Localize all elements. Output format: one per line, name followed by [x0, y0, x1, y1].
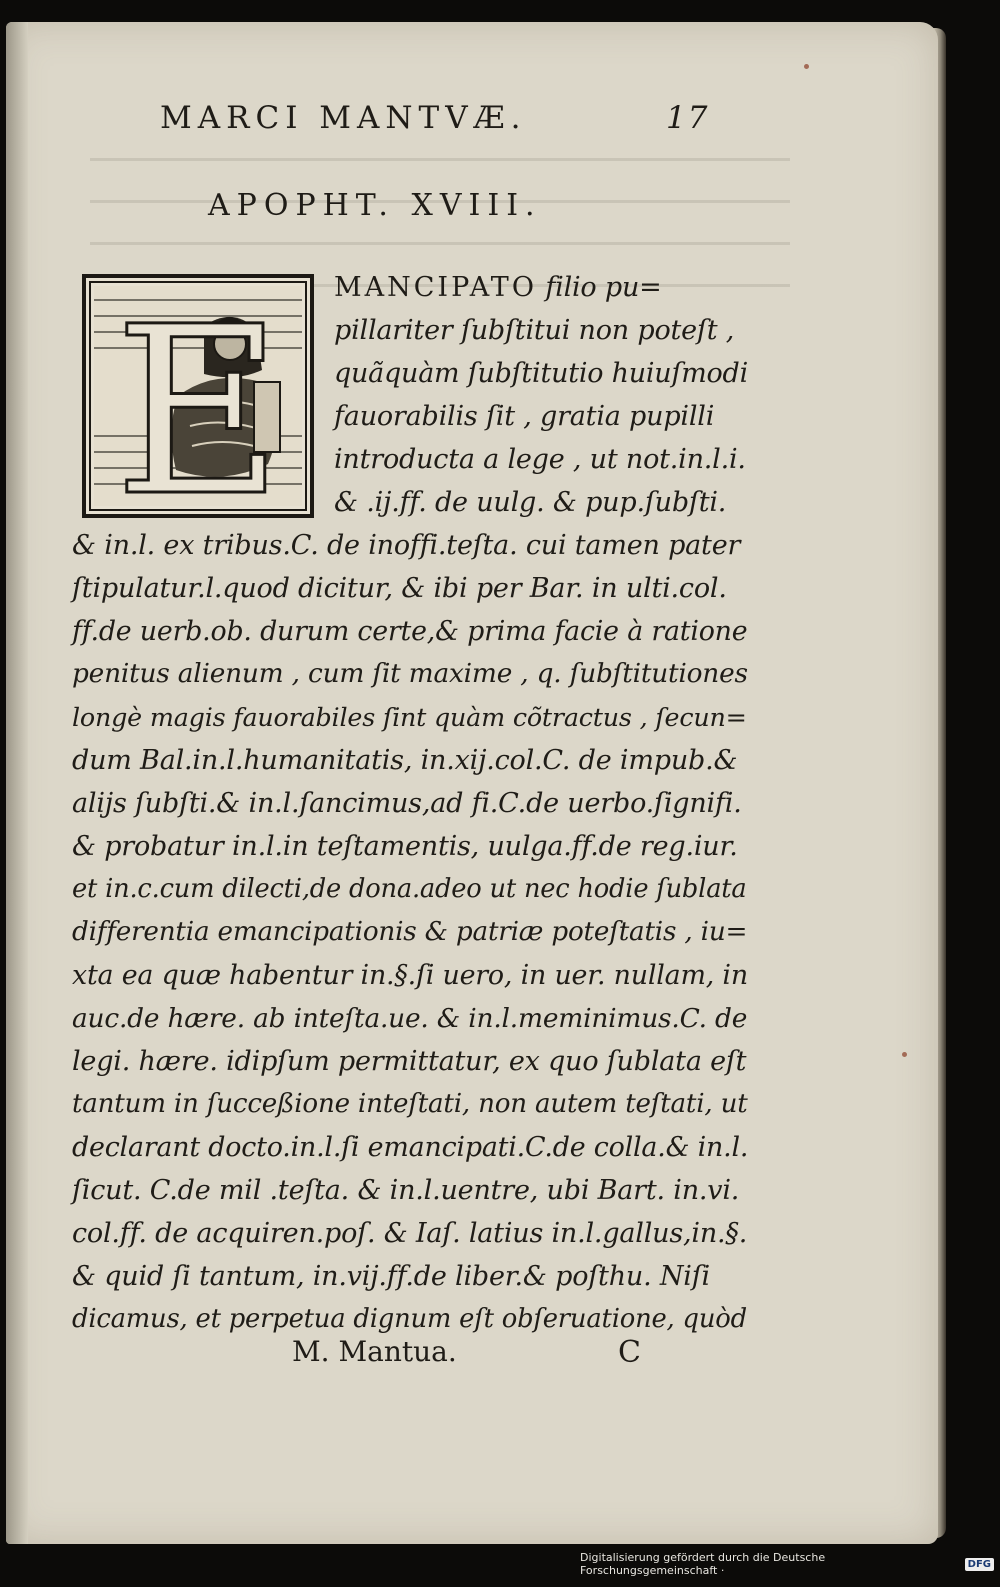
- footer-credit-text: Digitalisierung gefördert durch die Deutsche Forschungsgemeinschaft ·: [580, 1551, 826, 1577]
- text-line: fauorabilis ſit , gratia pupilli: [334, 401, 715, 432]
- text-line: alijs ſubſti.& in.l.ſancimus,ad fi.C.de uerbo.ſignifi.: [72, 788, 742, 819]
- digitization-footer: [580, 1550, 994, 1578]
- text-line: & probatur in.l.in teſtamentis, uulga.ff.de reg.iur.: [72, 831, 738, 862]
- text-line: pillariter ſubſtitui non poteſt ,: [334, 315, 735, 346]
- text-line: dicamus, et perpetua dignum eſt obſeruatione, quòd: [72, 1304, 747, 1334]
- decorated-initial: [82, 274, 314, 518]
- text-line: dum Bal.in.l.humanitatis, in.xij.col.C. de impub.&: [72, 745, 738, 776]
- text-line: ff.de uerb.ob. durum certe,& prima facie à ratione: [72, 616, 748, 647]
- text-line: et in.c.cum dilecti,de dona.adeo ut nec hodie ſublata: [72, 874, 747, 904]
- text-line: differentia emancipationis & patriæ poteſtatis , iu=: [72, 917, 748, 947]
- text-line: col.ff. de acquiren.poſ. & Iaſ. latius in.l.gallus,in.§.: [72, 1218, 748, 1249]
- running-head-title: MARCI MANTVÆ.: [160, 100, 527, 136]
- page-number: 17: [666, 100, 710, 136]
- text-line: & quid ſi tantum, in.vij.ff.de liber.& poſthu. Niſi: [72, 1261, 710, 1292]
- catchword: M. Mantua.: [292, 1335, 457, 1368]
- text-line: longè magis fauorabiles ſint quàm cõtractus , ſecun=: [72, 702, 747, 732]
- text-line: introducta a lege , ut not.in.l.i.: [334, 444, 746, 475]
- svg-text:E: E: [114, 286, 284, 506]
- woodcut-illustration: [94, 286, 302, 506]
- text-line: & in.l. ex tribus.C. de inoffi.teſta. cui tamen pater: [72, 530, 741, 561]
- text-line: legi. hære. idipſum permittatur, ex quo ſublata eſt: [72, 1046, 747, 1077]
- paper-speck: [804, 64, 809, 69]
- text-line: ſtipulatur.l.quod dicitur, & ibi per Bar. in ulti.col.: [72, 573, 727, 604]
- section-heading: APOPHT. XVIII.: [208, 188, 542, 223]
- text-line: tantum in ſucceßione inteſtati, non autem teſtati, ut: [72, 1089, 748, 1119]
- first-line-rest: filio pu=: [536, 272, 662, 303]
- text-line: xta ea quæ habentur in.§.ſi uero, in uer. nullam, in: [72, 960, 748, 991]
- signature-mark: C: [618, 1335, 641, 1370]
- text-line: & .ij.ff. de uulg. & pup.ſubſti.: [334, 487, 727, 518]
- page-gutter: [6, 22, 28, 1544]
- text-line: auc.de hære. ab inteſta.ue. & in.l.meminimus.C. de: [72, 1003, 748, 1034]
- text-line: quãquàm ſubſtitutio huiuſmodi: [334, 358, 748, 389]
- book-page: [6, 22, 938, 1544]
- text-line-first: [334, 272, 662, 303]
- text-line: penitus alienum , cum ſit maxime , q. ſubſtitutiones: [72, 659, 748, 689]
- text-line: ſicut. C.de mil .teſta. & in.l.uentre, ubi Bart. in.vi.: [72, 1175, 740, 1206]
- first-word-caps: MANCIPATO: [334, 272, 537, 303]
- text-line: declarant docto.in.l.ſi emancipati.C.de colla.& in.l.: [72, 1132, 749, 1163]
- paper-speck: [902, 1052, 907, 1057]
- dfg-logo: DFG: [965, 1558, 994, 1571]
